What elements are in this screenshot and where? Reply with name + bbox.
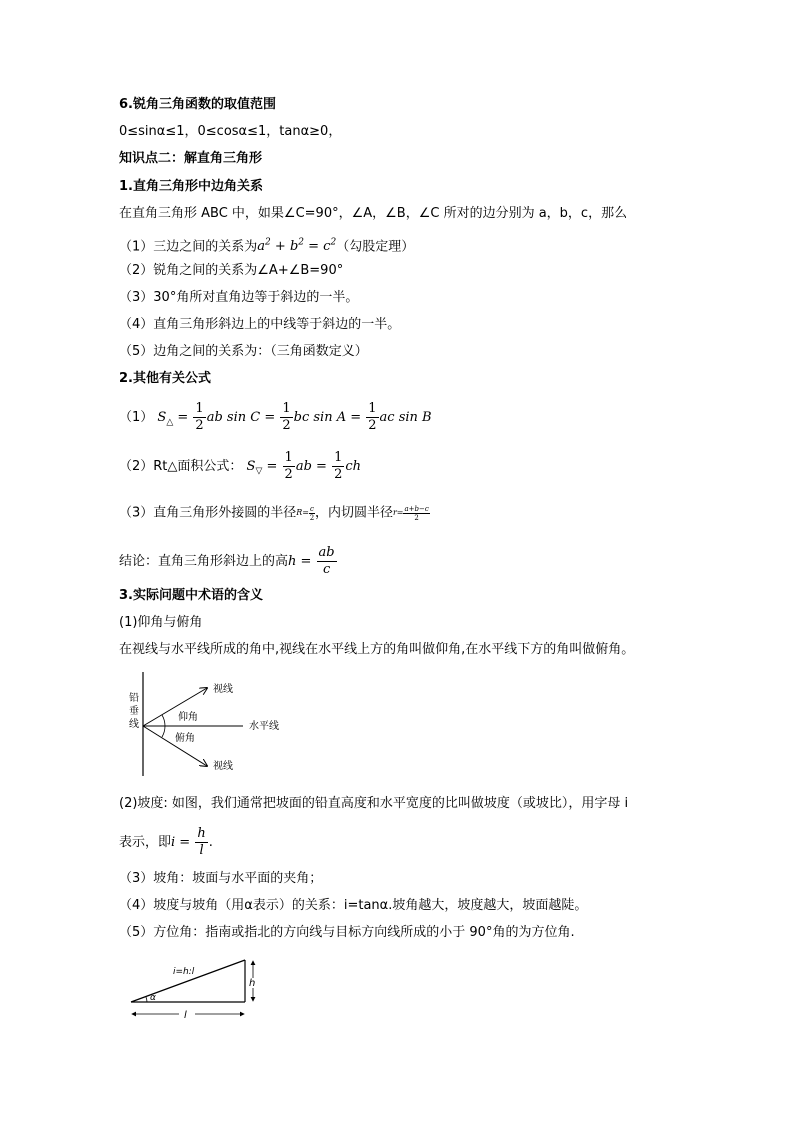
sight-label-up: 视线 <box>213 684 233 695</box>
depression-label: 俯角 <box>175 733 195 744</box>
relation-item-4: （4）直角三角形斜边上的中线等于斜边的一半。 <box>119 317 401 332</box>
section-1-intro: 在直角三角形 ABC 中，如果∠C=90°，∠A，∠B，∠C 所对的边分别为 a，b，c，那么 <box>119 206 628 221</box>
slope-figure <box>125 952 265 1024</box>
sight-line-down <box>143 726 207 766</box>
knowledge-point-2-title: 知识点二：解直角三角形 <box>119 151 263 166</box>
slope-alpha-label: α <box>150 993 156 1003</box>
plumb-label-2: 垂 <box>129 706 139 717</box>
relation-item-1-prefix: （1）三边之间的关系为 <box>119 239 258 255</box>
area-formula-2 <box>119 450 361 489</box>
radius-formula <box>119 503 430 524</box>
relation-item-3: （3）30°角所对直角边等于斜边的一半。 <box>119 290 359 305</box>
slope-definition: (2)坡度: 如图，我们通常把坡面的铅直高度和水平宽度的比叫做坡度（或坡比），用字母 i <box>119 796 629 811</box>
elevation-depression-subtitle: (1)仰角与俯角 <box>119 615 203 630</box>
pythagorean-formula: $a^2 + b^2 = c^2$ <box>257 238 337 255</box>
area-formula-1 <box>119 401 432 440</box>
circumradius-math: R= <box>296 508 310 517</box>
slope-relation-item: （4）坡度与坡角（用α表示）的关系：i=tanα.坡角越大，坡度越大，坡面越陡。 <box>119 898 588 913</box>
area-formula-1-math: $S_\triangle$ = $\frac{1}{2}$ ab sin C = $\frac{1}{2}$ bc sin A = $\frac{1}{2}$ ac sin B <box>157 401 432 433</box>
conclusion-text: 结论：直角三角形斜边上的高 <box>119 554 289 569</box>
section-3-title: 3.实际问题中术语的含义 <box>119 588 263 603</box>
relation-item-1-suffix: （勾股定理） <box>336 239 415 255</box>
radius-formula-prefix: （3）直角三角形外接圆的半径 <box>119 505 297 521</box>
horizontal-label: 水平线 <box>249 721 279 732</box>
area-formula-1-prefix: （1） <box>119 410 154 425</box>
trig-range-text: 0≤sinα≤1，0≤cosα≤1，tanα≥0， <box>119 124 342 139</box>
area-formula-2-math: $S_▽$ = $\frac{1}{2}$ ab = $\frac{1}{2}$ ch <box>246 450 361 482</box>
plumb-label-3: 线 <box>129 719 139 730</box>
plumb-label-1: 铅 <box>129 693 139 704</box>
inradius-math: r= <box>392 508 404 517</box>
elevation-depression-desc: 在视线与水平线所成的角中,视线在水平线上方的角叫做仰角,在水平线下方的角叫做俯角。 <box>119 642 635 657</box>
height-formula: h = $\frac{ab}{c}$ <box>288 545 335 577</box>
section-1-title: 1.直角三角形中边角关系 <box>119 179 263 194</box>
relation-item-1 <box>119 234 414 256</box>
slope-l-label: l <box>184 1010 187 1021</box>
conclusion-line <box>119 545 338 579</box>
slope-ratio-label: i=h:l <box>173 967 195 977</box>
depression-arc <box>162 726 165 737</box>
slope-formula-prefix: 表示，即 <box>119 835 172 850</box>
slope-angle-item: （3）坡角：坡面与水平面的夹角； <box>119 871 323 886</box>
sight-label-down: 视线 <box>213 761 233 772</box>
relation-item-2: （2）锐角之间的关系为∠A+∠B=90° <box>119 263 344 278</box>
relation-item-5: （5）边角之间的关系为：（三角函数定义） <box>119 344 368 359</box>
elevation-arc <box>162 715 165 726</box>
slope-formula: i = $\frac{h}{l}$ <box>171 826 206 858</box>
elevation-label: 仰角 <box>178 712 198 723</box>
section-6-title: 6.锐角三角函数的取值范围 <box>119 97 276 112</box>
radius-formula-mid: ，内切圆半径 <box>314 505 393 521</box>
circumradius-fraction: $\frac{c}{2}$ <box>309 504 315 522</box>
elevation-depression-figure <box>125 670 295 780</box>
bearing-item: （5）方位角：指南或指北的方向线与目标方向线所成的小于 90°角的为方位角. <box>119 925 575 940</box>
section-2-title: 2.其他有关公式 <box>119 371 211 386</box>
area-formula-2-prefix: （2）Rt△面积公式： <box>119 459 243 474</box>
slope-angle-arc <box>146 997 147 1002</box>
slope-h-label: h <box>249 978 256 989</box>
slope-formula-line: 表示，即i = $\frac{h}{l}$ . <box>119 826 213 858</box>
inradius-fraction: $\frac{a+b-c}{2}$ <box>404 504 429 522</box>
